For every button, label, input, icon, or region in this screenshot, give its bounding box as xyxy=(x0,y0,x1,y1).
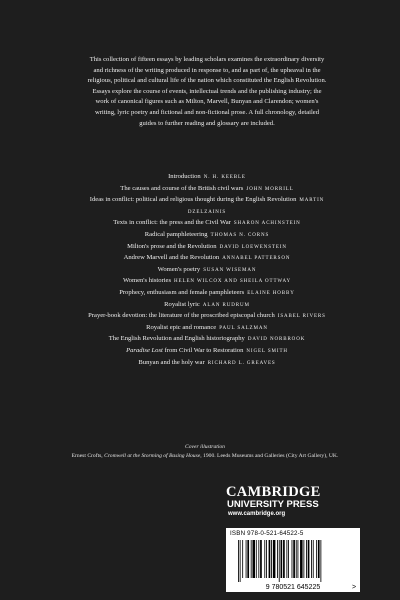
publisher-subtitle: UNIVERSITY PRESS xyxy=(227,499,319,510)
barcode-bar xyxy=(279,540,280,582)
entry-author: ALAN RUDRUM xyxy=(202,302,250,308)
barcode-bar xyxy=(281,540,283,578)
barcode-bar xyxy=(318,540,320,578)
entry-author: SUSAN WISEMAN xyxy=(203,267,257,273)
barcode-bar xyxy=(311,540,312,578)
barcode-bar xyxy=(246,540,247,578)
barcode-arrow-icon: > xyxy=(352,584,357,591)
cover-illustration-details: , 1900. Leeds Museums and Galleries (City Art Gallery), UK. xyxy=(200,452,339,459)
entry-title: Women's poetry xyxy=(157,265,201,273)
entry-title: The causes and course of the British civil wars xyxy=(120,184,244,192)
entry-title: The English Revolution and English historiography xyxy=(108,335,245,343)
contents-entry xyxy=(84,230,330,242)
barcode-bar xyxy=(308,540,310,578)
barcode-graphic xyxy=(226,528,360,592)
contents-entry xyxy=(84,195,330,218)
entry-title: Women's histories xyxy=(122,277,172,285)
barcode-bar xyxy=(288,540,289,578)
contents-entry xyxy=(84,346,330,358)
publisher-url: www.cambridge.org xyxy=(228,511,286,517)
isbn-barcode-panel xyxy=(226,528,360,592)
publisher-name: CAMBRIDGE xyxy=(226,484,321,500)
entry-author: RICHARD L. GREAVES xyxy=(207,360,276,366)
entry-author: PAUL SALZMAN xyxy=(219,325,268,331)
contents-entry xyxy=(84,300,330,312)
barcode-number: 9 780521 645225 xyxy=(265,584,321,591)
cover-illustration-credit xyxy=(70,443,340,460)
barcode-bar xyxy=(247,540,249,578)
contents-entry xyxy=(84,358,330,370)
contents-entry xyxy=(84,276,330,288)
cover-illustration-artist: Ernest Crofts, xyxy=(71,452,103,459)
entry-title: Prayer-book devotion: the literature of the proscribed episcopal church xyxy=(88,312,275,320)
entry-author: SHARON ACHINSTEIN xyxy=(233,221,301,227)
entry-title-italic: Paradise Lost xyxy=(126,346,163,354)
entry-author: ANNABEL PATTERSON xyxy=(222,256,291,262)
entry-title: Andrew Marvell and the Revolution xyxy=(123,254,220,262)
contents-entry xyxy=(84,172,330,184)
entry-title: Radical pamphleteering xyxy=(144,230,208,238)
barcode-bar xyxy=(256,540,257,578)
barcode-bar xyxy=(251,540,252,578)
barcode-bar xyxy=(286,540,287,578)
barcode-bar xyxy=(266,540,267,578)
entry-author: HELEN WILCOX AND SHEILA OTTWAY xyxy=(174,279,292,285)
entry-author: DAVID NORBROOK xyxy=(247,337,306,343)
contents-entry xyxy=(84,311,330,323)
barcode-bar xyxy=(316,540,317,578)
barcode-bar xyxy=(300,540,303,578)
entry-title: Royalist epic and romance xyxy=(146,323,217,331)
barcode-bar xyxy=(252,540,255,578)
book-description: This collection of fifteen essays by leading scholars examines the extraordinary diversity and richness of the writing produced in response to, and as part of, the upheaval in the religious, political and cultural life of the nation which constituted the English Revolution. Essays explore the course of events, intellectual trends and the publishing industry; the work of canonical figures such as Milton, Marvell, Bunyan and Clarendon; women's writing, lyric poetry and fictional and non-fictional prose. A full chronology, detailed guides to further reading and glossary are included. xyxy=(87,56,327,127)
barcode-bar xyxy=(271,540,272,578)
entry-title: Royalist lyric xyxy=(164,300,200,308)
entry-author: JOHN MORRILL xyxy=(246,186,294,192)
barcode-bar xyxy=(283,540,285,578)
entry-title: Prophecy, enthusiasm and female pamphleteers xyxy=(119,288,245,296)
entry-author: DAVID LOEWENSTEIN xyxy=(219,244,287,250)
barcode-bar xyxy=(264,540,265,578)
entry-title: Introduction xyxy=(168,173,201,180)
barcode-bar xyxy=(238,540,239,582)
isbn-label: ISBN 978-0-521-64522-5 xyxy=(230,530,304,537)
contents-entry xyxy=(84,184,330,196)
barcode-bar xyxy=(292,540,293,578)
entry-author: MARTIN DZELZAINIS xyxy=(187,198,325,215)
entry-title: Ideas in conflict: political and religious thought during the English Revolution xyxy=(89,196,297,204)
publisher-logo xyxy=(226,485,366,518)
barcode-bar xyxy=(258,540,259,578)
barcode-bar xyxy=(296,540,297,578)
barcode-bar xyxy=(240,540,241,582)
entry-author: THOMAS N. CORNS xyxy=(210,232,270,238)
barcode-bar xyxy=(313,540,314,578)
barcode-bar xyxy=(269,540,271,578)
contents-entry xyxy=(84,323,330,335)
entry-author: N. H. KEEBLE xyxy=(203,175,246,180)
entry-title: from Civil War to Restoration xyxy=(164,346,244,354)
barcode-bar xyxy=(298,540,299,578)
contents-entry xyxy=(84,288,330,300)
table-of-contents xyxy=(84,172,330,369)
barcode-bar xyxy=(293,540,295,578)
contents-entry xyxy=(84,265,330,277)
entry-author: ELAINE HOBBY xyxy=(247,290,295,296)
contents-entry xyxy=(84,218,330,230)
entry-author: NIGEL SMITH xyxy=(246,348,288,354)
entry-title: Bunyan and the holy war xyxy=(138,358,205,366)
cover-illustration-heading: Cover illustration xyxy=(185,444,225,450)
barcode-bar xyxy=(306,540,307,578)
entry-author: ISABEL RIVERS xyxy=(277,314,326,320)
barcode-bar xyxy=(303,540,304,578)
entry-title: Milton's prose and the Revolution xyxy=(127,242,217,250)
barcode-bar xyxy=(277,540,278,578)
barcode-bar xyxy=(260,540,262,578)
contents-entry xyxy=(84,334,330,346)
barcode-bar xyxy=(320,540,321,582)
contents-entry xyxy=(84,242,330,254)
contents-entry xyxy=(84,253,330,265)
barcode-bar xyxy=(273,540,276,578)
cover-illustration-work: Cromwell at the Storming of Basing House xyxy=(104,452,201,459)
entry-title: Texts in conflict: the press and the Civil War xyxy=(113,219,231,227)
barcode-bar xyxy=(242,540,243,578)
